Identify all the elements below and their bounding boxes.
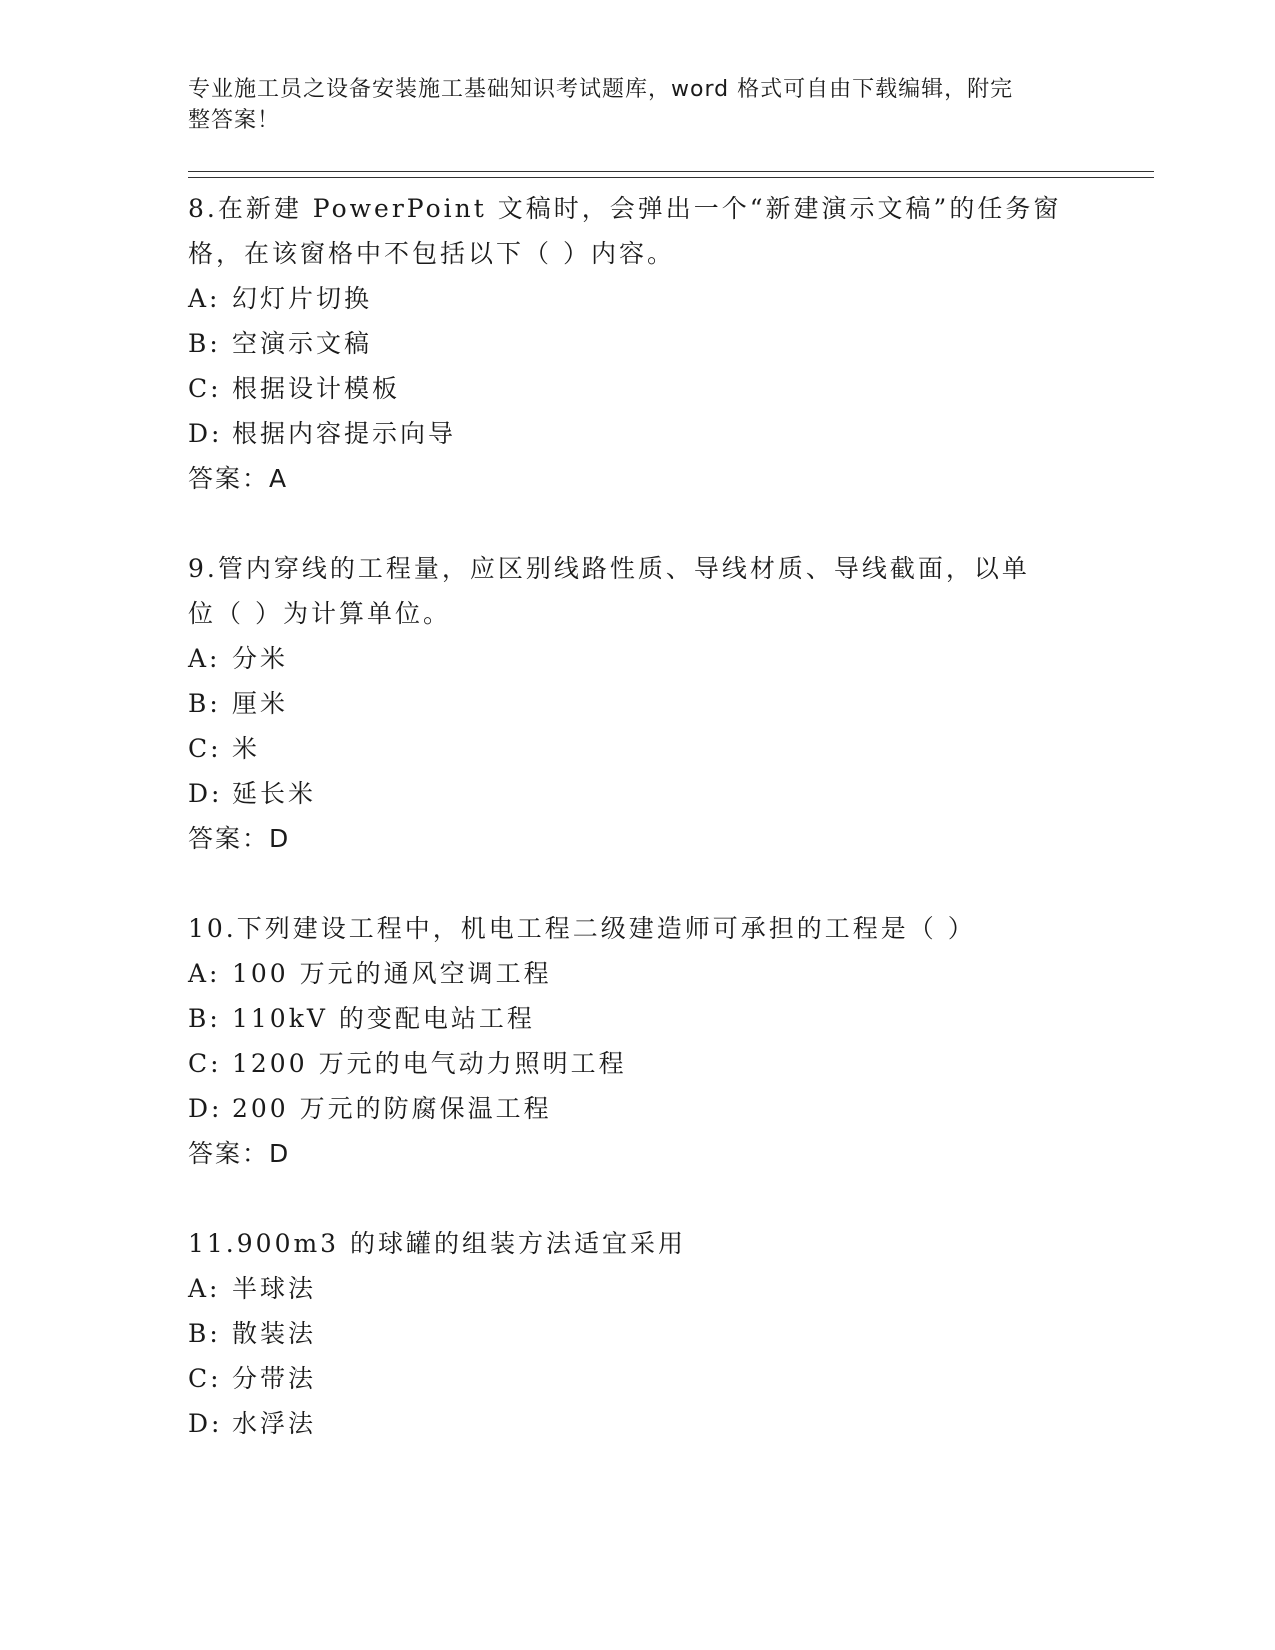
option-letter: D: bbox=[188, 779, 223, 808]
answer-label: 答案：D bbox=[188, 824, 291, 853]
question-11 bbox=[188, 1221, 1088, 1446]
option-text: 厘米 bbox=[232, 689, 289, 718]
option-letter: B: bbox=[188, 1004, 221, 1033]
option-text: 空演示文稿 bbox=[232, 329, 373, 358]
question-stem-line: 10.下列建设工程中，机电工程二级建造师可承担的工程是（ ） bbox=[188, 914, 976, 943]
option-b bbox=[188, 681, 1088, 726]
option-d bbox=[188, 411, 1088, 456]
option-letter: A: bbox=[188, 959, 221, 988]
question-stem bbox=[188, 186, 1088, 276]
option-text: 根据设计模板 bbox=[232, 374, 401, 403]
question-stem-line: 格，在该窗格中不包括以下（ ）内容。 bbox=[188, 239, 675, 268]
option-b bbox=[188, 996, 1088, 1041]
option-text: 100 万元的通风空调工程 bbox=[232, 959, 552, 988]
option-letter: D: bbox=[188, 419, 223, 448]
header-line-2: 整答案！ bbox=[188, 108, 281, 133]
option-d bbox=[188, 1401, 1088, 1446]
option-letter: B: bbox=[188, 1319, 221, 1348]
question-8 bbox=[188, 186, 1088, 501]
option-b bbox=[188, 321, 1088, 366]
option-c bbox=[188, 1356, 1088, 1401]
option-letter: C: bbox=[188, 374, 222, 403]
option-letter: C: bbox=[188, 1364, 222, 1393]
option-letter: A: bbox=[188, 1274, 221, 1303]
option-c bbox=[188, 726, 1088, 771]
option-letter: B: bbox=[188, 329, 221, 358]
question-stem bbox=[188, 546, 1088, 636]
option-a bbox=[188, 276, 1088, 321]
header-rule-bottom bbox=[188, 177, 1154, 178]
question-stem-line: 8.在新建 PowerPoint 文稿时，会弹出一个“新建演示文稿”的任务窗 bbox=[188, 194, 1062, 223]
option-text: 110kV 的变配电站工程 bbox=[232, 1004, 535, 1033]
option-letter: B: bbox=[188, 689, 221, 718]
question-stem-line: 位（ ）为计算单位。 bbox=[188, 599, 451, 628]
question-stem bbox=[188, 906, 1088, 951]
question-10 bbox=[188, 906, 1088, 1176]
question-stem-line: 11.900m3 的球罐的组装方法适宜采用 bbox=[188, 1229, 687, 1258]
option-a bbox=[188, 951, 1088, 996]
option-letter: A: bbox=[188, 644, 221, 673]
document-header bbox=[188, 74, 1068, 136]
option-letter: C: bbox=[188, 1049, 222, 1078]
question-9 bbox=[188, 546, 1088, 861]
answer-label: 答案：A bbox=[188, 464, 289, 493]
header-rule-top bbox=[188, 171, 1154, 172]
option-d bbox=[188, 1086, 1088, 1131]
option-a bbox=[188, 1266, 1088, 1311]
option-text: 分带法 bbox=[232, 1364, 317, 1393]
option-c bbox=[188, 366, 1088, 411]
option-text: 幻灯片切换 bbox=[232, 284, 373, 313]
option-c bbox=[188, 1041, 1088, 1086]
option-text: 散装法 bbox=[232, 1319, 317, 1348]
option-text: 米 bbox=[232, 734, 261, 763]
option-text: 根据内容提示向导 bbox=[232, 419, 457, 448]
option-letter: D: bbox=[188, 1094, 223, 1123]
question-stem bbox=[188, 1221, 1088, 1266]
option-a bbox=[188, 636, 1088, 681]
question-stem-line: 9.管内穿线的工程量，应区别线路性质、导线材质、导线截面，以单 bbox=[188, 554, 1030, 583]
option-text: 半球法 bbox=[232, 1274, 317, 1303]
header-line-1: 专业施工员之设备安装施工基础知识考试题库，word 格式可自由下载编辑，附完 bbox=[188, 77, 1014, 102]
option-text: 延长米 bbox=[232, 779, 317, 808]
option-text: 分米 bbox=[232, 644, 289, 673]
option-letter: A: bbox=[188, 284, 221, 313]
option-b bbox=[188, 1311, 1088, 1356]
option-letter: C: bbox=[188, 734, 222, 763]
option-letter: D: bbox=[188, 1409, 223, 1438]
option-text: 水浮法 bbox=[232, 1409, 317, 1438]
option-d bbox=[188, 771, 1088, 816]
option-text: 200 万元的防腐保温工程 bbox=[232, 1094, 552, 1123]
option-text: 1200 万元的电气动力照明工程 bbox=[232, 1049, 627, 1078]
answer-label: 答案：D bbox=[188, 1139, 291, 1168]
